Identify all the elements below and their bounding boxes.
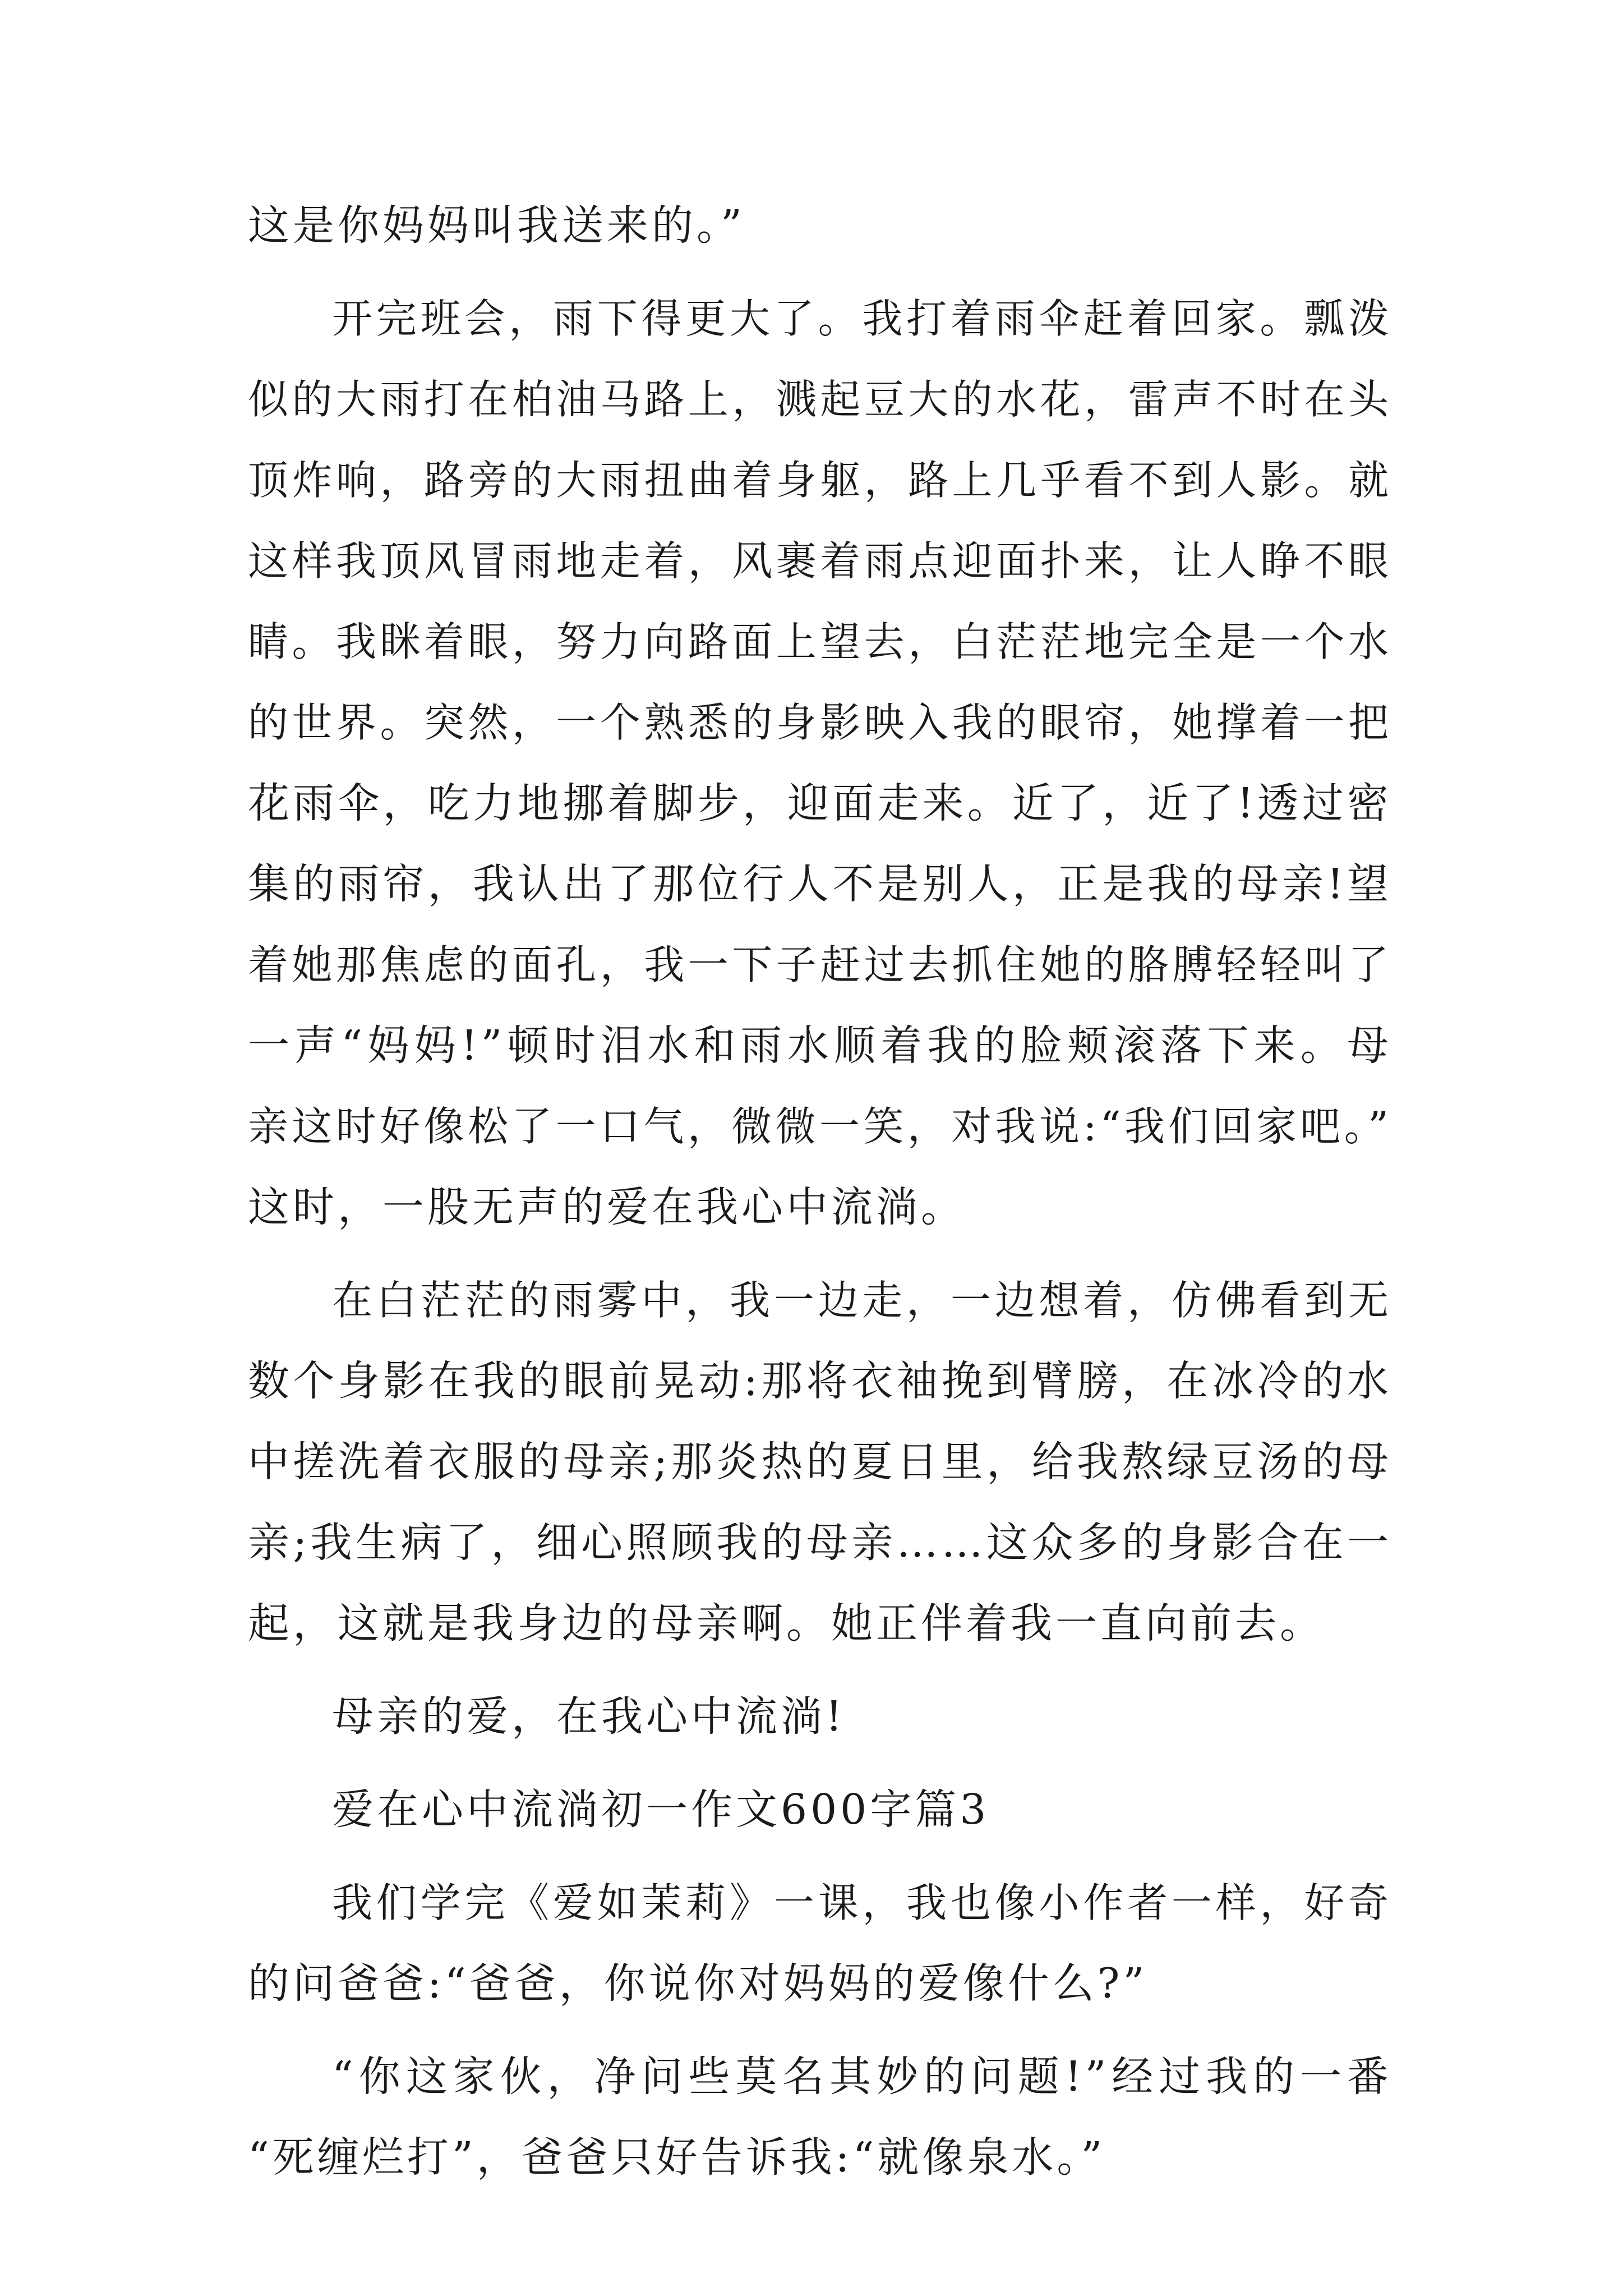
text-line: 这时，一股无声的爱在我心中流淌。 xyxy=(248,1183,966,1231)
document-body xyxy=(248,185,1392,2198)
text-line: 花雨伞，吃力地挪着脚步，迎面走来。近了，近了!透过密 xyxy=(248,779,1392,827)
text-line: 开完班会，雨下得更大了。我打着雨伞赶着回家。瓢泼 xyxy=(332,295,1392,342)
text-line: 起，这就是我身边的母亲啊。她正伴着我一直向前去。 xyxy=(248,1599,1325,1648)
text-line: 亲这时好像松了一口气，微微一笑，对我说:“我们回家吧。” xyxy=(248,1103,1392,1150)
text-line: 爱在心中流淌初一作文600字篇3 xyxy=(332,1786,990,1834)
text-line: 顶炸响，路旁的大雨扭曲着身躯，路上几乎看不到人影。就 xyxy=(248,457,1392,504)
text-line: “你这家伙，净问些莫名其妙的问题!”经过我的一番 xyxy=(332,2053,1392,2101)
text-line: 在白茫茫的雨雾中，我一边走，一边想着，仿佛看到无 xyxy=(332,1277,1392,1324)
text-line: 的世界。突然，一个熟悉的身影映入我的眼帘，她撑着一把 xyxy=(248,699,1392,746)
text-line: 这样我顶风冒雨地走着，风裹着雨点迎面扑来，让人睁不眼 xyxy=(248,537,1392,585)
text-line: 一声“妈妈!”顿时泪水和雨水顺着我的脸颊滚落下来。母 xyxy=(248,1022,1392,1070)
text-line: 似的大雨打在柏油马路上，溅起豆大的水花，雷声不时在头 xyxy=(248,376,1392,423)
text-line: 亲;我生病了，细心照顾我的母亲……这众多的身影合在一 xyxy=(248,1519,1392,1567)
text-line: 我们学完《爱如茉莉》一课，我也像小作者一样，好奇 xyxy=(332,1879,1392,1926)
text-line: 数个身影在我的眼前晃动:那将衣袖挽到臂膀，在冰冷的水 xyxy=(248,1357,1392,1405)
text-line: 这是你妈妈叫我送来的。” xyxy=(248,201,745,250)
text-line: 集的雨帘，我认出了那位行人不是别人，正是我的母亲!望 xyxy=(248,860,1392,908)
text-line: 的问爸爸:“爸爸，你说你对妈妈的爱像什么?” xyxy=(248,1959,1148,2008)
text-line: 中搓洗着衣服的母亲;那炎热的夏日里，给我熬绿豆汤的母 xyxy=(248,1438,1392,1486)
text-line: 着她那焦虑的面孔，我一下子赶过去抓住她的胳膊轻轻叫了 xyxy=(248,941,1392,988)
text-line: “死缠烂打”，爸爸只好告诉我:“就像泉水。” xyxy=(248,2133,1106,2182)
text-line: 母亲的爱，在我心中流淌! xyxy=(332,1692,846,1741)
text-line: 睛。我眯着眼，努力向路面上望去，白茫茫地完全是一个水 xyxy=(248,618,1392,665)
